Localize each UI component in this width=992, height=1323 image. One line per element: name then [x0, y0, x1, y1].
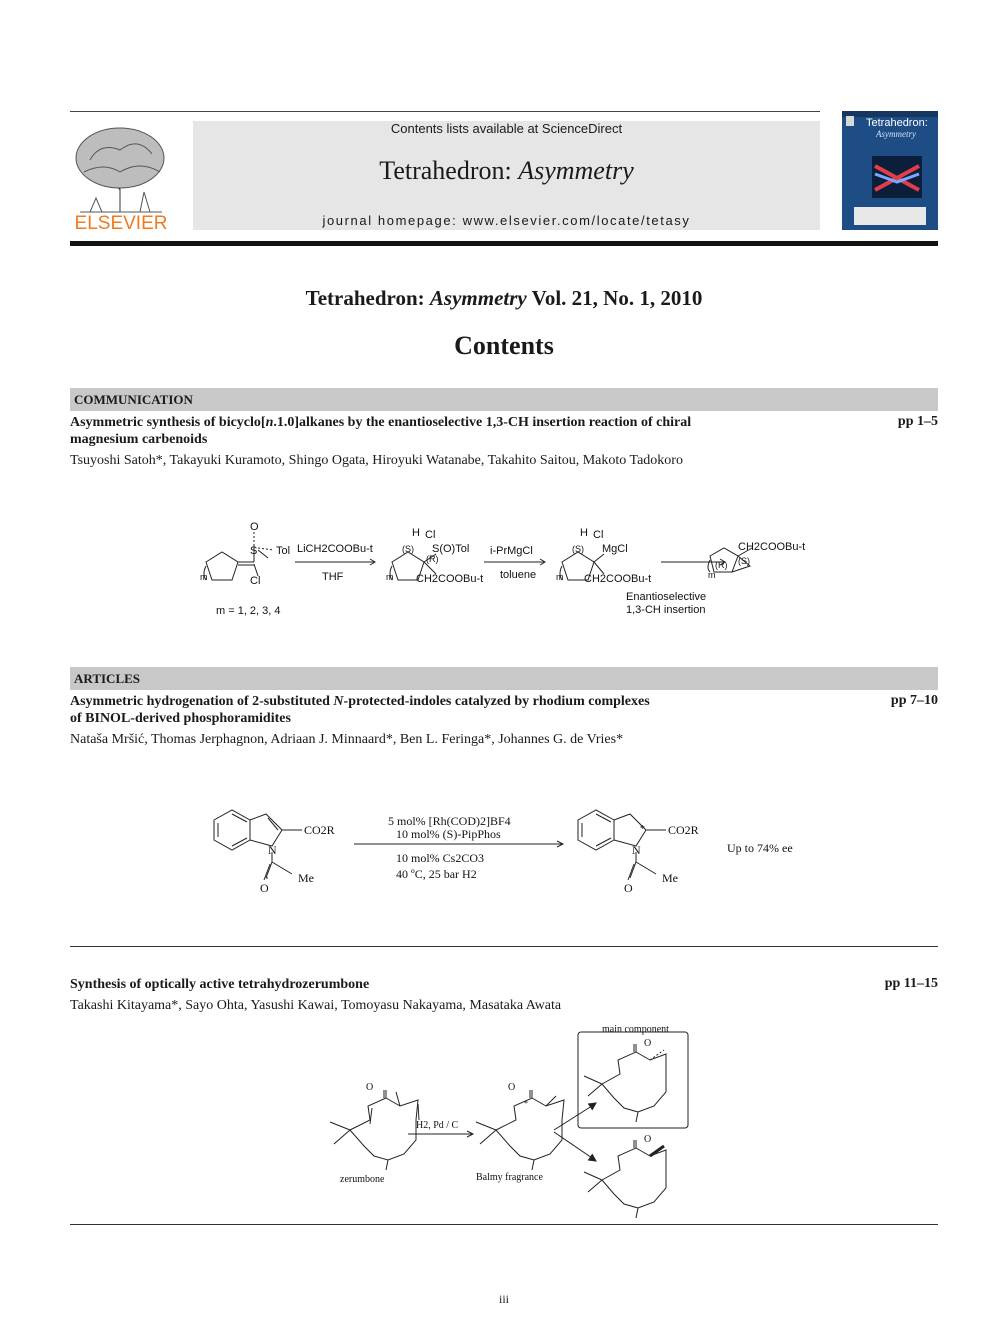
scheme2-me-right: Me — [662, 871, 678, 885]
scheme3-o-zerumbone: O — [366, 1082, 374, 1093]
section-bar-communication — [70, 388, 938, 411]
scheme3-o-main: O — [644, 1038, 652, 1049]
scheme1-m2: m — [386, 572, 394, 582]
availability-line: Contents lists available at ScienceDirect — [390, 121, 623, 136]
cover-publisher-badge — [846, 116, 854, 126]
scheme1-h1: H — [412, 527, 420, 539]
scheme1-note2: 1,3-CH insertion — [626, 604, 706, 616]
scheme2-me-left: Me — [298, 871, 314, 885]
elsevier-tree-logo — [70, 120, 172, 232]
article-1-title-part1: Asymmetric synthesis of bicyclo[ — [70, 415, 266, 430]
scheme2-n-right: N — [632, 843, 641, 857]
scheme3-main-component: main component — [602, 1024, 669, 1035]
publisher-wordmark: ELSEVIER — [74, 213, 168, 232]
scheme1-m-values: m = 1, 2, 3, 4 — [216, 605, 281, 617]
cover-subtitle: Asymmetry — [876, 129, 916, 139]
scheme3-o-minor: O — [644, 1134, 652, 1145]
article-3-graphical-abstract — [320, 1020, 700, 1220]
scheme1-m3: m — [556, 572, 564, 582]
scheme3-stereo-star: * — [524, 1099, 528, 1108]
scheme1-cond2: toluene — [500, 569, 537, 581]
scheme1-ch2coobu2: CH2COOBu-t — [584, 573, 652, 585]
scheme1-note1: Enantioselective — [626, 591, 707, 603]
scheme3-zerumbone-label: zerumbone — [340, 1174, 385, 1185]
header-top-rule — [70, 111, 820, 112]
article-1-graphical-abstract — [192, 516, 832, 628]
scheme2-n-left: N — [268, 843, 277, 857]
issue-journal: Tetrahedron: — [305, 286, 425, 310]
page-folio: iii — [498, 1292, 509, 1306]
scheme1-cl3: Cl — [593, 529, 604, 541]
article-2-title-line2: of BINOL-derived phosphoramidites — [70, 711, 291, 726]
journal-name — [193, 156, 820, 186]
article-3-pages[interactable]: pp 11–15 — [884, 976, 938, 991]
issue-title — [0, 286, 992, 311]
scheme1-s-label2: (S) — [572, 544, 584, 554]
scheme2-cond1: 5 mol% [Rh(COD)2]BF4 — [388, 814, 511, 828]
issue-journal-italic: Asymmetry — [429, 286, 527, 310]
contents-heading: Contents — [454, 331, 554, 360]
issue-volume: Vol. 21, No. 1, 2010 — [531, 286, 703, 310]
scheme2-result: Up to 74% ee — [727, 841, 793, 855]
journal-name-roman: Tetrahedron: — [379, 156, 512, 185]
section-label-communication: COMMUNICATION — [74, 392, 193, 407]
scheme2-co2r-right: CO2R — [668, 823, 699, 837]
scheme2-cond4: 40 ºC, 25 bar H2 — [396, 867, 477, 881]
scheme1-ch2coobu1: CH2COOBu-t — [416, 573, 484, 585]
scheme3-balmy-label: Balmy fragrance — [476, 1172, 543, 1183]
bottom-divider — [70, 1224, 938, 1225]
scheme1-o: O — [250, 521, 259, 533]
scheme1-cl2: Cl — [425, 529, 436, 541]
article-divider — [70, 946, 938, 947]
cover-molecule-graphic — [872, 156, 922, 198]
header-thick-rule — [70, 241, 938, 246]
cover-title: Tetrahedron: — [866, 117, 928, 129]
scheme3-reagent: H2, Pd / C — [416, 1120, 459, 1131]
article-2-title-italic: N — [333, 694, 344, 709]
article-2-title[interactable] — [70, 693, 770, 727]
article-1-title-italic: n — [265, 415, 274, 430]
scheme1-reagent2: i-PrMgCl — [490, 545, 533, 557]
section-label-articles: ARTICLES — [74, 671, 141, 686]
article-2-graphical-abstract — [200, 800, 820, 900]
scheme1-m4: m — [708, 570, 716, 580]
article-3-authors: Takashi Kitayama*, Sayo Ohta, Yasushi Kawai, Tomoyasu Nakayama, Masataka Awata — [70, 998, 562, 1013]
scheme1-ch2coobu3: CH2COOBu-t — [738, 541, 806, 553]
journal-name-italic: Asymmetry — [518, 156, 634, 185]
scheme1-m1: m — [200, 572, 208, 582]
scheme2-stereo-star: * — [640, 824, 645, 835]
scheme2-co2r-left: CO2R — [304, 823, 335, 837]
article-2-pages[interactable]: pp 7–10 — [890, 693, 938, 708]
scheme1-mgcl: MgCl — [602, 543, 628, 555]
scheme1-s-label1: (S) — [402, 544, 414, 554]
scheme3-o-balmy: O — [508, 1082, 516, 1093]
journal-cover-image — [842, 111, 938, 230]
scheme1-cl: Cl — [250, 575, 261, 587]
scheme1-r-label2: (R) — [715, 560, 728, 570]
scheme1-cond1: THF — [322, 571, 344, 583]
article-2-title-part2: -protected-indoles catalyzed by rhodium complexes — [343, 694, 650, 709]
article-1-title-part2: .1.0]alkanes by the enantioselective 1,3-CH insertion reaction of chiral — [273, 415, 692, 430]
scheme2-o-right: O — [624, 881, 633, 895]
article-1-authors: Tsuyoshi Satoh*, Takayuki Kuramoto, Shingo Ogata, Hiroyuki Watanabe, Takahito Saitou, Makoto Tadokoro — [70, 453, 683, 468]
scheme1-reagent1: LiCH2COOBu-t — [297, 543, 373, 555]
scheme1-sotol: S(O)Tol — [432, 543, 470, 555]
article-2-title-part1: Asymmetric hydrogenation of 2-substituted — [70, 694, 334, 709]
scheme1-s-label3: (S) — [738, 556, 750, 566]
scheme2-cond2: 10 mol% (S)-PipPhos — [396, 827, 501, 841]
article-1-title[interactable] — [70, 414, 770, 448]
article-3-title[interactable]: Synthesis of optically active tetrahydrozerumbone — [70, 977, 370, 992]
scheme1-r-label1: (R) — [426, 554, 439, 564]
scheme1-h2: H — [580, 527, 588, 539]
scheme2-o-left: O — [260, 881, 269, 895]
scheme1-s: S — [250, 545, 258, 557]
article-1-title-line2: magnesium carbenoids — [70, 432, 208, 447]
cover-footer-strip — [854, 207, 926, 225]
article-2-authors: Nataša Mršić, Thomas Jerphagnon, Adriaan J. Minnaard*, Ben L. Feringa*, Johannes G. de Vries* — [70, 732, 624, 747]
journal-homepage-link[interactable]: journal homepage: www.elsevier.com/locate/tetasy — [322, 213, 691, 228]
scheme2-cond3: 10 mol% Cs2CO3 — [396, 851, 485, 865]
article-1-pages[interactable]: pp 1–5 — [897, 414, 938, 429]
scheme1-tol: Tol — [276, 545, 291, 557]
section-bar-articles — [70, 667, 938, 690]
